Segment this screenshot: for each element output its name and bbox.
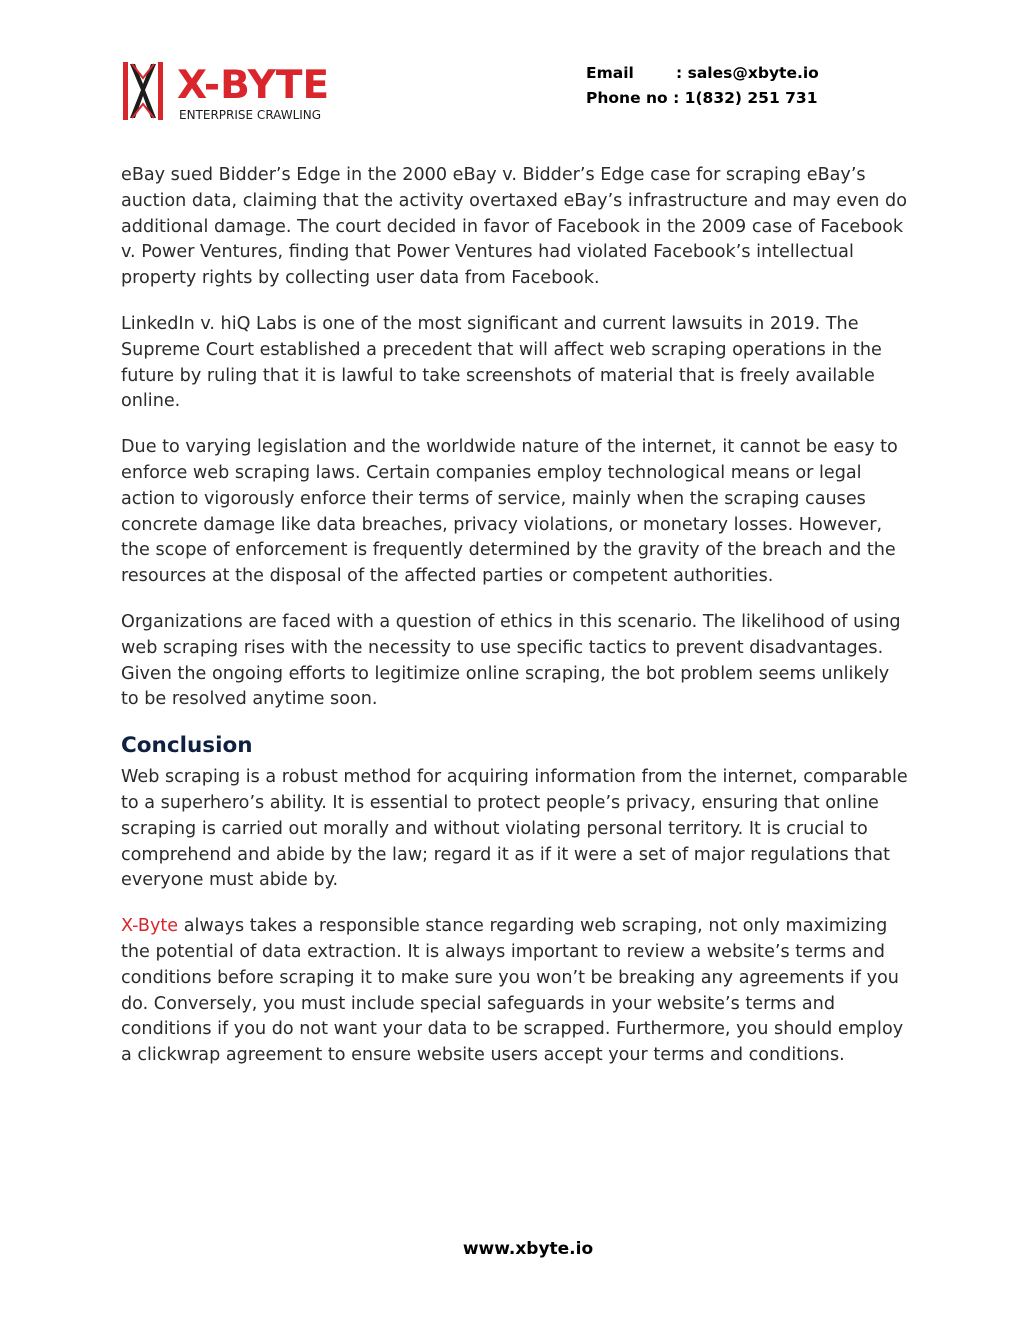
email-row [586,61,819,86]
logo-tagline: ENTERPRISE CRAWLING [179,108,322,122]
xbyte-emblem-icon [123,62,163,120]
paragraph-linkedin-case: LinkedIn v. hiQ Labs is one of the most significant and current lawsuits in 2019. The Supreme Court established a precedent that will affect web scraping operations in the future by ruling that it is lawful to take screenshots of material that is freely available online. [121,313,882,412]
page-header [0,0,1024,150]
email-value[interactable]: sales@xbyte.io [687,64,819,82]
conclusion-heading: Conclusion [121,733,253,759]
paragraph-conclusion: Web scraping is a robust method for acquiring information from the internet, comparable to a superhero’s ability. It is essential to protect people’s privacy, ensuring that online scraping is carried out morally and without violating personal territory. It is crucial to comprehend and abide by the law; regard it as if it were a set of major regulations that everyone must abide by. [121,767,908,891]
paragraph-xbyte-text: always takes a responsible stance regarding web scraping, not only maximizing the potential of data extraction. It is always important to review a website’s terms and conditions before scraping it to make sure you won’t be breaking any agreements if you do. Conversely, you must include special safeguards in your website’s terms and conditions if you do not want your data to be scrapped. Furthermore, you should employ a clickwrap agreement to ensure website users accept your terms and conditions. [121,916,904,1066]
paragraph-xbyte-stance [121,914,911,1069]
logo-wordmark: X-BYTE [177,63,330,108]
email-separator: : [676,64,683,82]
email-label: Email [586,64,634,82]
page-footer [0,1239,1024,1259]
phone-row [586,86,819,111]
paragraph-ebay-case: eBay sued Bidder’s Edge in the 2000 eBay v. Bidder’s Edge case for scraping eBay’s auction data, claiming that the activity overtaxed eBay’s infrastructure and may even do additional damage. The court decided in favor of Facebook in the 2009 case of Facebook v. Power Ventures, finding that Power Ventures had violated Facebook’s intellectual property rights by collecting user data from Facebook. [121,165,907,289]
phone-label: Phone no : [586,89,680,107]
page-content [121,163,911,1089]
paragraph-enforcement: Due to varying legislation and the worldwide nature of the internet, it cannot be easy to enforce web scraping laws. Certain companies employ technological means or legal action to vigorously enforce their terms of service, mainly when the scraping causes concrete damage like data breaches, privacy violations, or monetary losses. However, the scope of enforcement is frequently determined by the gravity of the breach and the resources at the disposal of the affected parties or competent authorities. [121,437,898,587]
footer-url[interactable]: www.xbyte.io [462,1239,594,1259]
paragraph-ethics: Organizations are faced with a question of ethics in this scenario. The likelihood of using web scraping rises with the necessity to use specific tactics to prevent disadvantages. Given the ongoing efforts to legitimize online scraping, the bot problem seems unlikely to be resolved anytime soon. [121,611,901,710]
xbyte-link[interactable]: X-Byte [121,916,179,937]
xbyte-logo [121,60,356,124]
phone-value[interactable]: 1(832) 251 731 [684,89,818,107]
contact-block [586,61,819,111]
